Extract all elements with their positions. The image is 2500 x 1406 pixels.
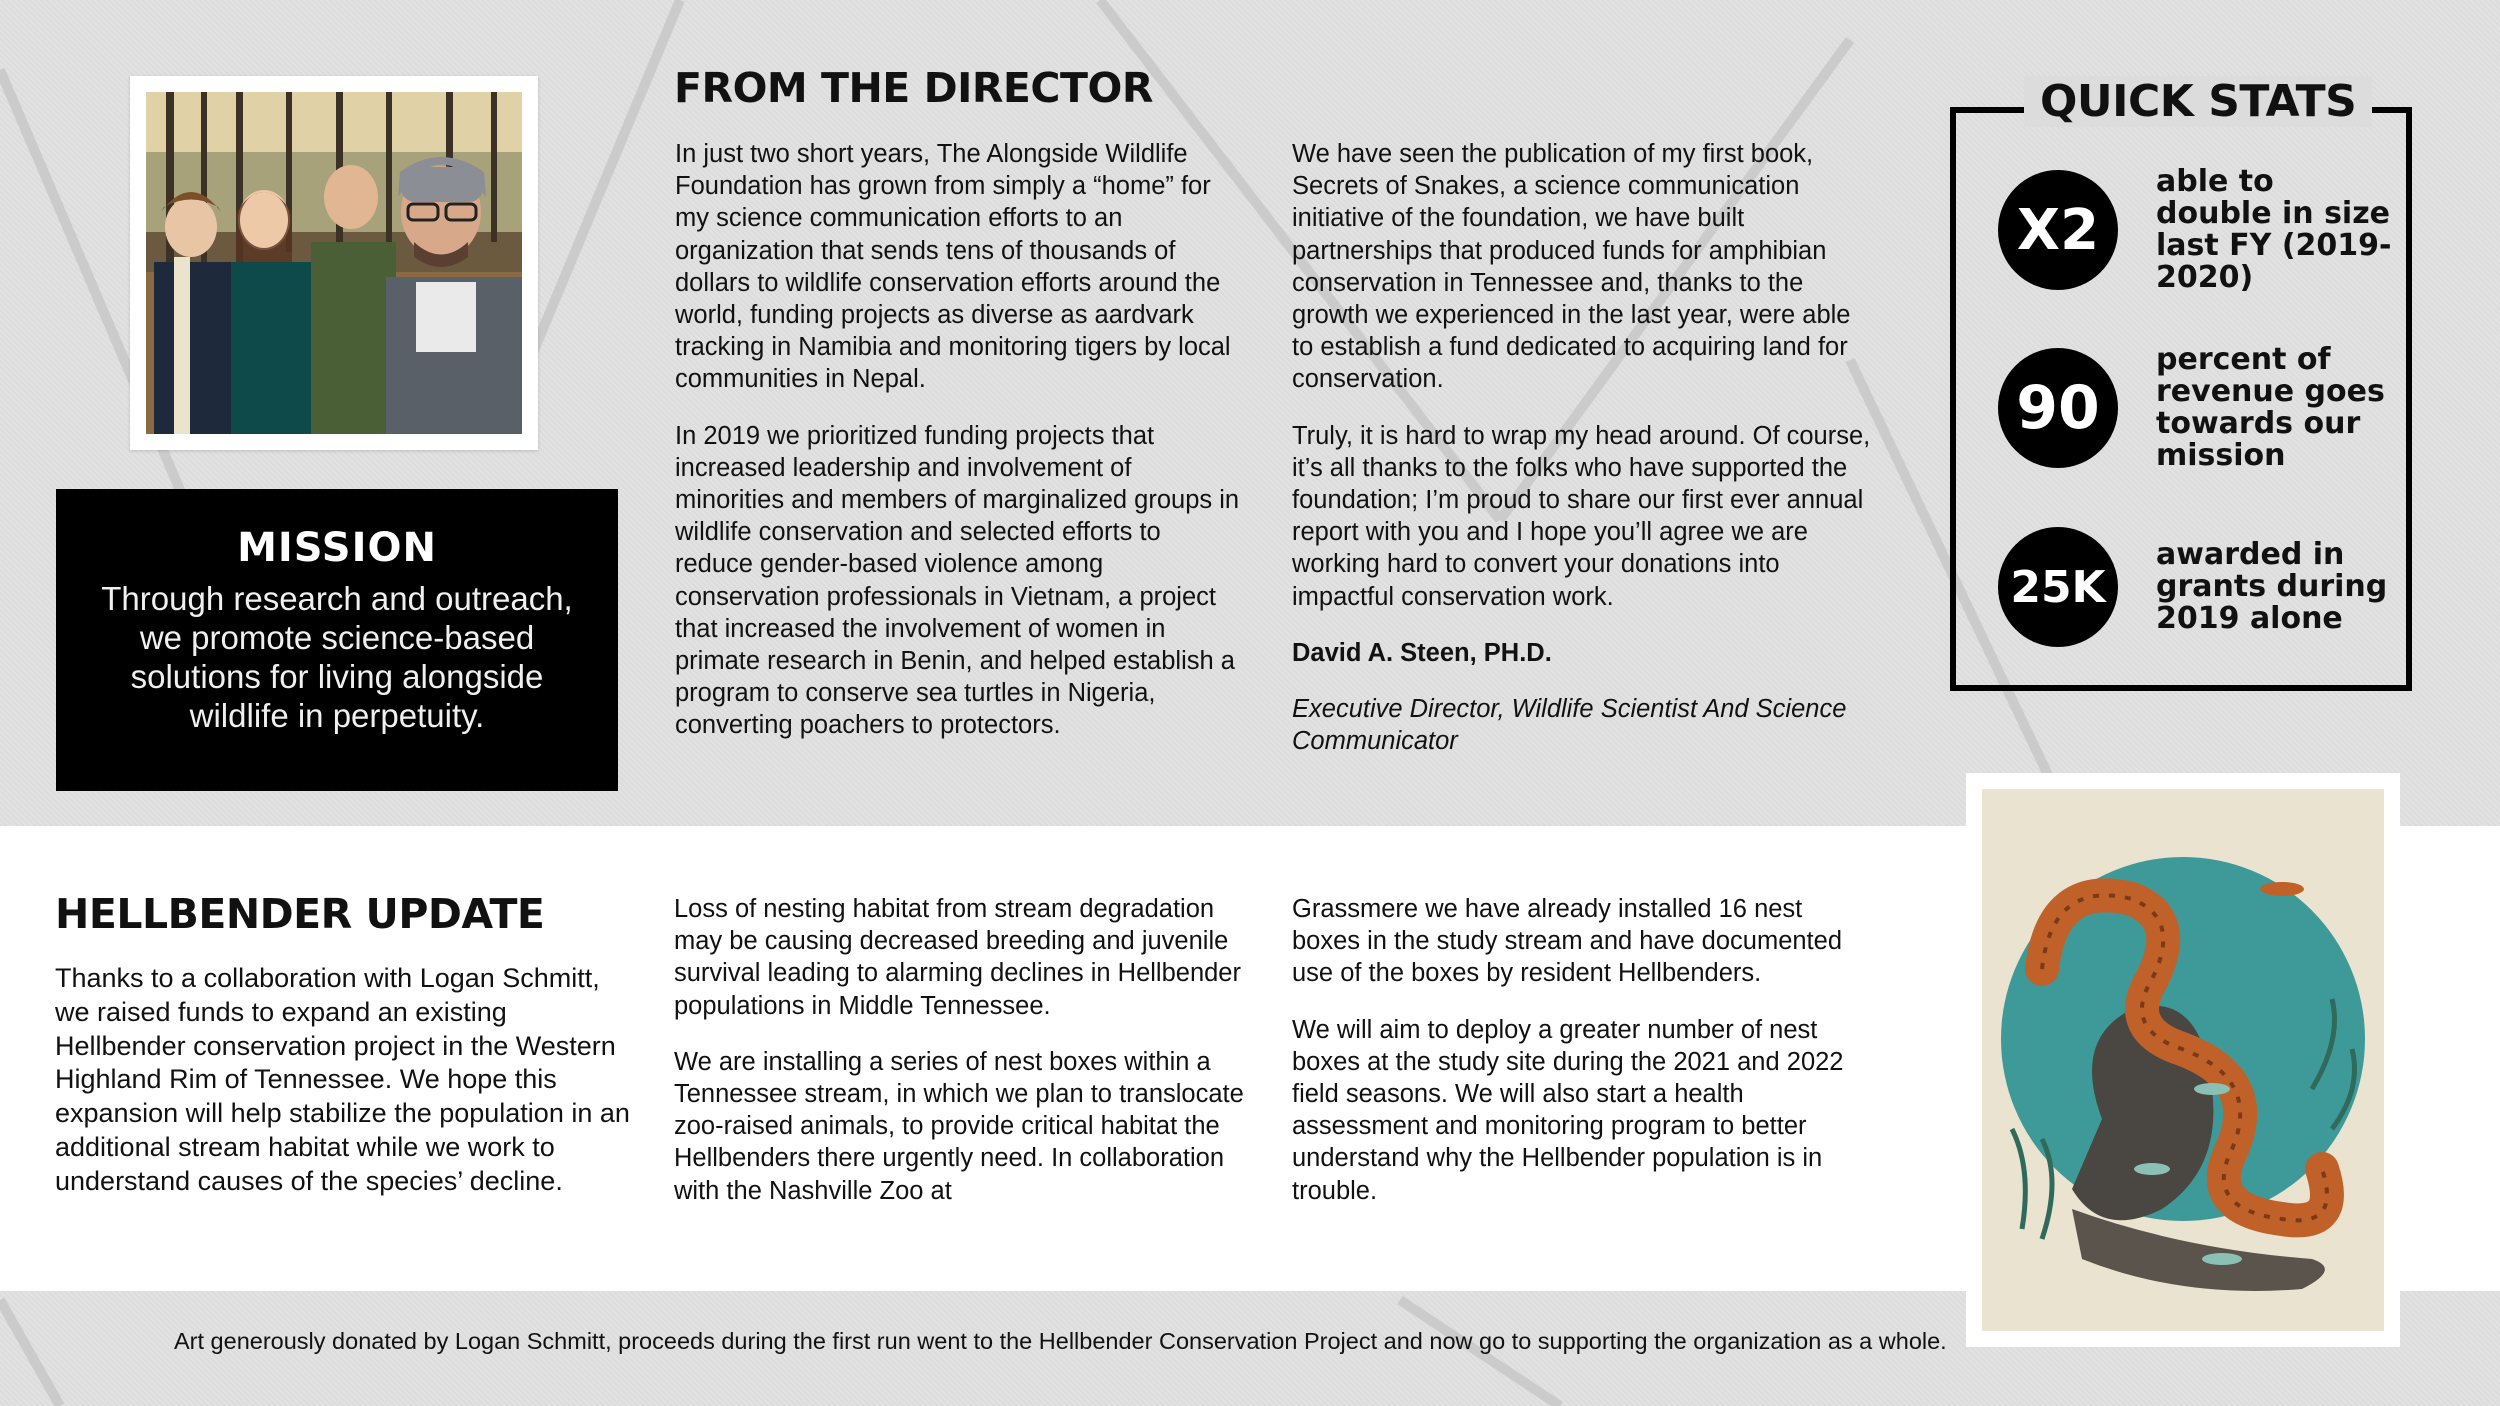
stat-value-circle: 90: [1998, 348, 2118, 468]
stat-label: able to double in size last FY (2019-2020): [2156, 164, 2392, 295]
team-photo: [146, 92, 522, 434]
stat-label: percent of revenue goes towards our mission: [2156, 342, 2385, 473]
director-paragraph: We have seen the publication of my first book, Secrets of Snakes, a science communication initiative of the foundation, we have built partnerships that produced funds for amphibian conservation in Tennessee and, thanks to the growth we experienced in the last year, were able to establish a fund dedicated to acquiring land for conservation.: [1292, 140, 1851, 394]
stat-value-circle: 25K: [1998, 527, 2118, 647]
mission-box: [56, 489, 618, 791]
mission-title: MISSION: [237, 525, 437, 571]
hellbender-column-1: [55, 962, 635, 1223]
art-caption: Art generously donated by Logan Schmitt, proceeds during the first run went to the Hellbender Conservation Project and now go to supporting the organization as a whole.: [174, 1328, 1947, 1354]
director-column-2: [1292, 138, 1872, 781]
hellbender-artwork: [1982, 789, 2384, 1331]
hellbender-paragraph: We are installing a series of nest boxes within a Tennessee stream, in which we plan to translocate zoo-raised animals, to provide critical habitat the Hellbenders there urgently need. In collaboration with the Nashville Zoo at: [674, 1047, 1244, 1205]
signature-role: Executive Director, Wildlife Scientist And Science Communicator: [1292, 695, 1847, 756]
director-paragraph: In 2019 we prioritized funding projects that increased leadership and involvement of minorities and members of marginalized groups in wildlife conservation and selected efforts to reduce gender-based violence among conservation professionals in Vietnam, a project that increased the involvement of women in primate research in Benin, and helped establish a program to conserve sea turtles in Nigeria, converting poachers to protectors.: [675, 421, 1240, 740]
team-photo-frame: [130, 76, 538, 450]
director-column-1: [675, 138, 1245, 766]
hellbender-paragraph: Loss of nesting habitat from stream degradation may be causing decreased breeding and juvenile survival leading to alarming declines in Hellbender populations in Middle Tennessee.: [674, 895, 1241, 1020]
signature-name: David A. Steen, PH.D.: [1292, 638, 1552, 667]
hellbender-column-3: [1292, 893, 1872, 1231]
artwork-frame: [1966, 773, 2400, 1347]
hellbender-paragraph: Thanks to a collaboration with Logan Schmitt, we raised funds to expand an existing Hellbender conservation project in the Western Highland Rim of Tennessee. We hope this expansion will help stabilize the population in an additional stream habitat while we work to understand causes of the species’ decline.: [55, 963, 630, 1196]
stat-item: [1998, 344, 2396, 472]
hellbender-title: HELLBENDER UPDATE: [55, 890, 545, 938]
hellbender-column-2: [674, 893, 1254, 1231]
director-paragraph: Truly, it is hard to wrap my head around. Of course, it’s all thanks to the folks who have supported the foundation; I’m proud to share our first ever annual report with you and I hope you’ll agree we are working hard to convert your donations into impactful conservation work.: [1292, 421, 1871, 611]
stat-item: [1998, 527, 2396, 647]
director-title: FROM THE DIRECTOR: [674, 64, 1153, 112]
hellbender-paragraph: Grassmere we have already installed 16 nest boxes in the study stream and have documented use of the boxes by resident Hellbenders.: [1292, 895, 1843, 988]
hellbender-paragraph: We will aim to deploy a greater number of nest boxes at the study site during the 2021 and 2022 field seasons. We will also start a health assessment and monitoring program to better understand why the Hellbender population is in trouble.: [1292, 1015, 1844, 1205]
stat-item: [1998, 166, 2396, 294]
stat-value-circle: X2: [1998, 170, 2118, 290]
mission-text: Through research and outreach, we promote science-based solutions for living alongside wildlife in perpetuity.: [101, 580, 573, 734]
director-paragraph: In just two short years, The Alongside Wildlife Foundation has grown from simply a “home” for my science communication efforts to an organization that sends tens of thousands of dollars to wildlife conservation efforts around the world, funding projects as diverse as aardvark tracking in Namibia and monitoring tigers by local communities in Nepal.: [675, 140, 1231, 394]
stat-label: awarded in grants during 2019 alone: [2156, 537, 2388, 636]
quick-stats-title: QUICK STATS: [2024, 76, 2372, 127]
